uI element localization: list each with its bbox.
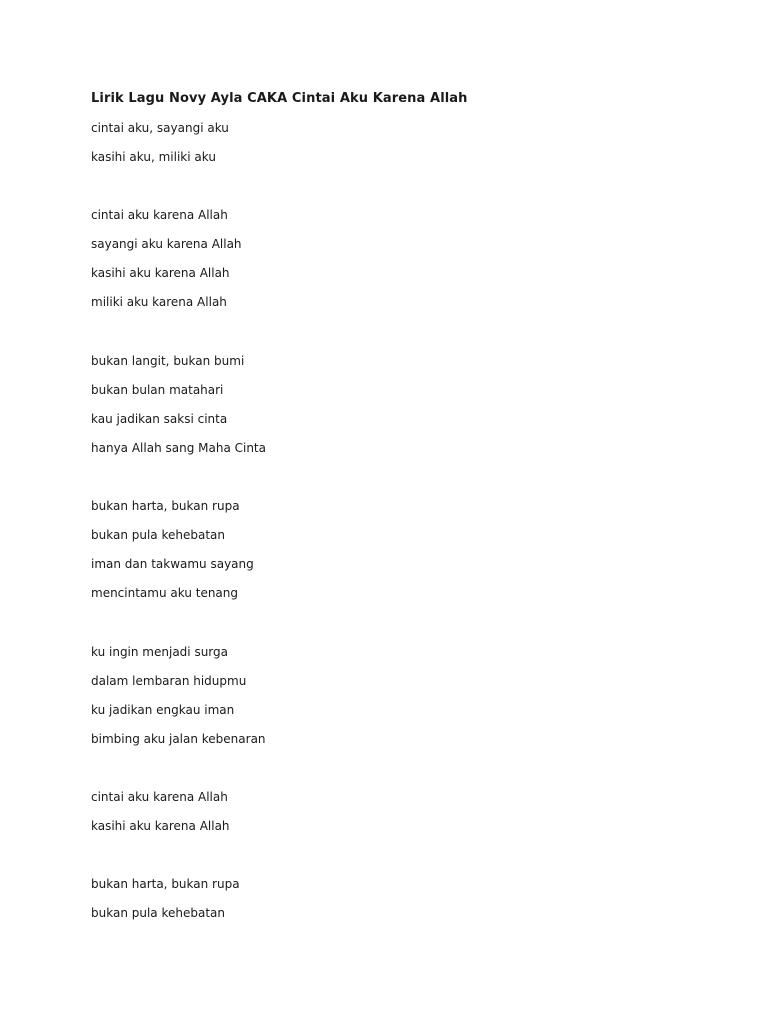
lyric-line: bukan pula kehebatan — [91, 906, 225, 920]
lyric-line: cintai aku, sayangi aku — [91, 121, 229, 135]
document-title: Lirik Lagu Novy Ayla CAKA Cintai Aku Karena Allah — [91, 91, 468, 106]
lyric-line: iman dan takwamu sayang — [91, 557, 254, 571]
lyric-line: bukan harta, bukan rupa — [91, 499, 240, 513]
lyric-line: sayangi aku karena Allah — [91, 237, 242, 251]
lyric-line: miliki aku karena Allah — [91, 295, 227, 309]
lyric-line: kasihi aku karena Allah — [91, 819, 230, 833]
lyric-line: mencintamu aku tenang — [91, 586, 239, 600]
lyric-line: bukan bulan matahari — [91, 383, 224, 397]
lyric-line: kau jadikan saksi cinta — [91, 412, 228, 426]
lyric-line: cintai aku karena Allah — [91, 790, 228, 804]
lyric-line: bukan pula kehebatan — [91, 528, 225, 542]
lyric-line: ku jadikan engkau iman — [91, 703, 235, 717]
lyric-line: kasihi aku, miliki aku — [91, 150, 216, 164]
lyric-line: kasihi aku karena Allah — [91, 266, 230, 280]
lyric-line: cintai aku karena Allah — [91, 208, 228, 222]
lyric-line: bukan langit, bukan bumi — [91, 354, 245, 368]
lyric-line: bimbing aku jalan kebenaran — [91, 732, 266, 746]
lyric-line: ku ingin menjadi surga — [91, 645, 228, 659]
lyric-line: bukan harta, bukan rupa — [91, 877, 240, 891]
lyric-line: dalam lembaran hidupmu — [91, 674, 247, 688]
lyric-line: hanya Allah sang Maha Cinta — [91, 441, 266, 455]
